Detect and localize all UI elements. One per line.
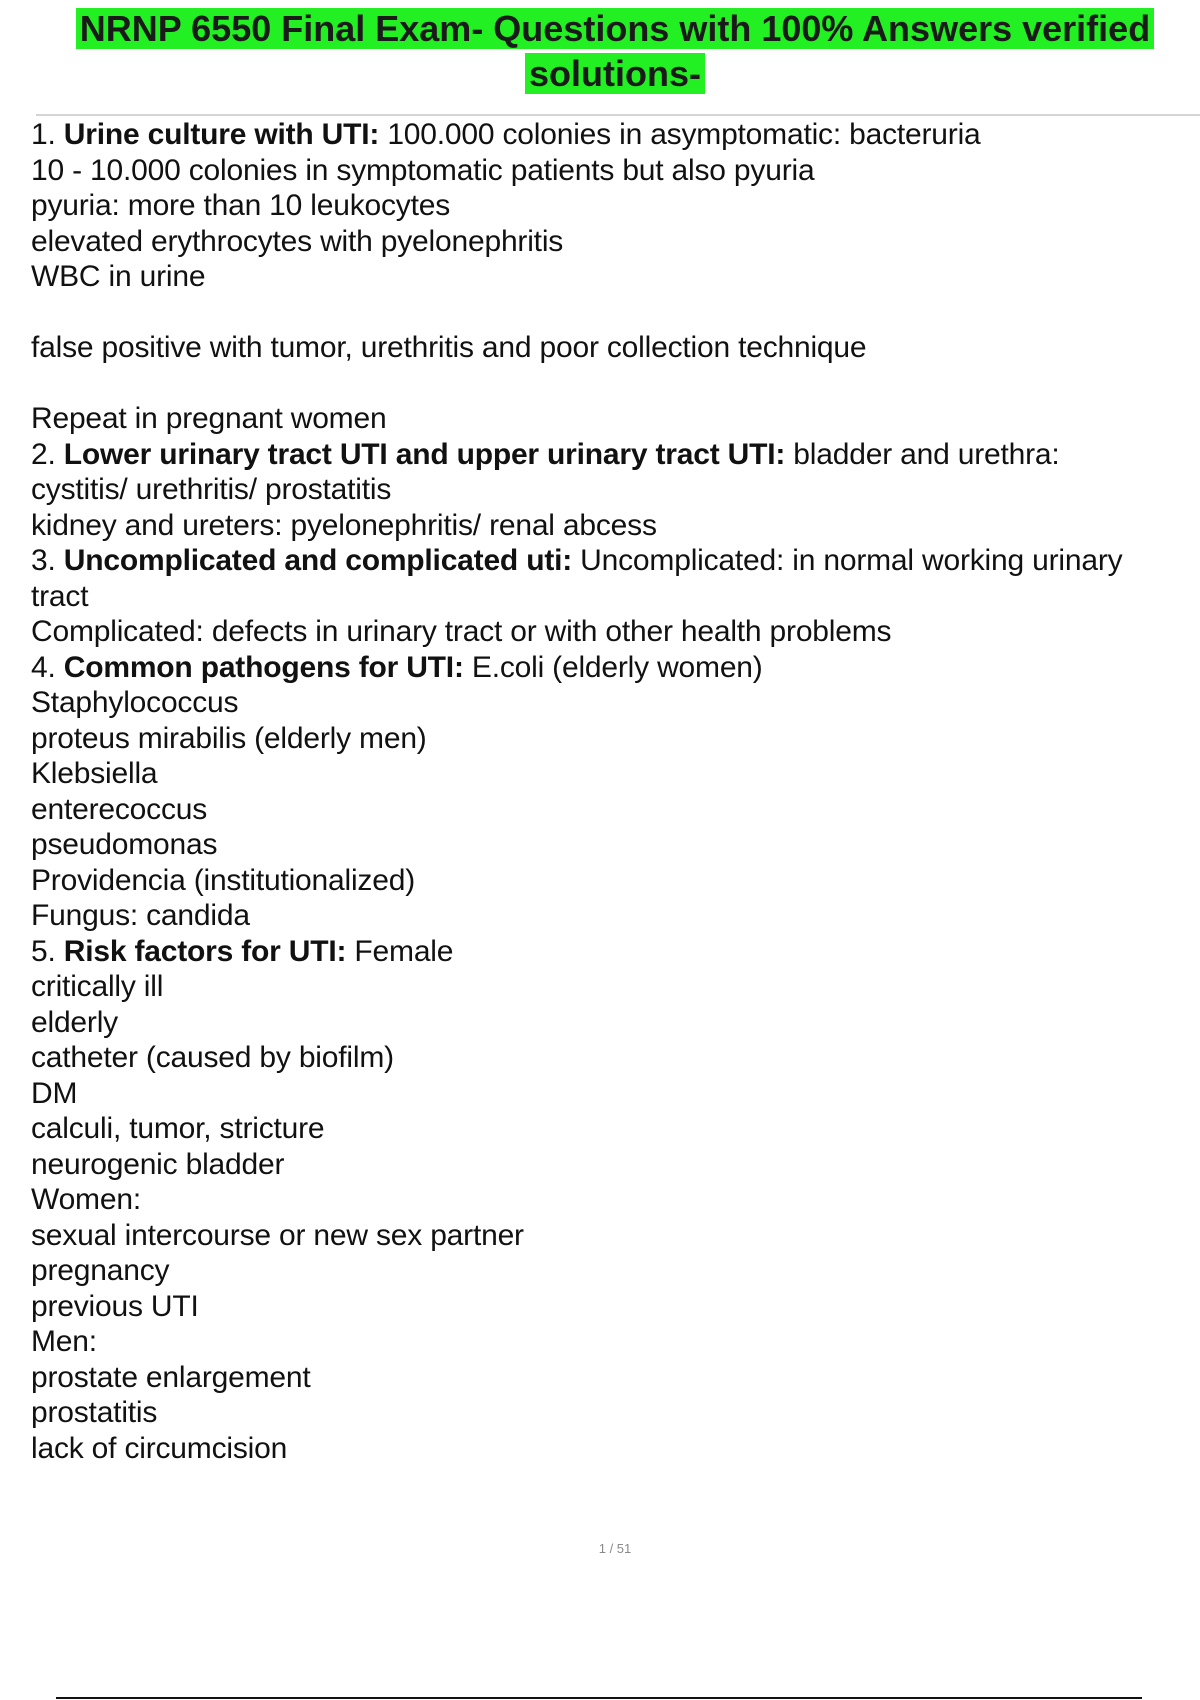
answer-text: 100.000 colonies in asymptomatic: bacteruria <box>379 118 981 151</box>
qa-item-2 <box>31 437 1200 473</box>
answer-line: Fungus: candida <box>31 899 250 932</box>
answer-line: Staphylococcus <box>31 686 239 719</box>
item-number: 3. <box>31 544 64 577</box>
answer-line: previous UTI <box>31 1289 199 1323</box>
answer-line: lack of circumcision <box>31 1431 288 1465</box>
answer-line: pseudomonas <box>31 828 218 861</box>
answer-line: Women: <box>31 1183 141 1216</box>
question-text: Lower urinary tract UTI and upper urinary tract UTI: <box>63 437 786 471</box>
title-line-1: NRNP 6550 Final Exam- Questions with 100% Answers verified <box>76 8 1154 49</box>
title-line-2: solutions- <box>525 53 705 94</box>
answer-line: prostatitis <box>31 1396 158 1429</box>
item-number: 5. <box>31 934 64 968</box>
answer-line: catheter (caused by biofilm) <box>31 1041 394 1074</box>
page-bottom-rule <box>56 1697 1142 1699</box>
answer-line: Providencia (institutionalized) <box>31 863 415 897</box>
answer-line: 10 - 10.000 colonies in symptomatic patients but also pyuria <box>31 153 815 187</box>
page-indicator: 1 / 51 <box>598 1541 632 1556</box>
answer-line: neurogenic bladder <box>31 1147 285 1181</box>
answer-text: Female <box>346 934 454 968</box>
title-divider <box>36 114 1200 116</box>
answer-line: kidney and ureters: pyelonephritis/ renal abcess <box>31 508 657 542</box>
answer-line: calculi, tumor, stricture <box>31 1112 325 1145</box>
answer-line: critically ill <box>31 970 164 1003</box>
answer-line: DM <box>31 1076 78 1110</box>
answer-line: enterecoccus <box>31 792 208 826</box>
answer-text: E.coli (elderly women) <box>463 650 763 684</box>
qa-item-4 <box>31 650 1200 686</box>
answer-line: cystitis/ urethritis/ prostatitis <box>31 473 392 506</box>
answer-line: pregnancy <box>31 1254 170 1287</box>
qa-item-1 <box>31 117 1200 153</box>
blank-line <box>31 295 1200 331</box>
answer-line: sexual intercourse or new sex partner <box>31 1218 524 1252</box>
question-text: Uncomplicated and complicated uti: <box>63 544 573 577</box>
qa-item-3 <box>31 543 1200 579</box>
question-text: Risk factors for UTI: <box>63 934 347 968</box>
answer-line: Men: <box>31 1325 97 1358</box>
answer-line: WBC in urine <box>31 260 206 293</box>
answer-line: elderly <box>31 1005 118 1039</box>
item-number: 4. <box>31 650 64 684</box>
qa-content <box>31 117 1200 1466</box>
blank-line <box>31 366 1200 402</box>
question-text: Urine culture with UTI: <box>63 118 380 151</box>
qa-item-5 <box>31 934 1200 970</box>
item-number: 1. <box>31 118 64 151</box>
answer-text: bladder and urethra: <box>785 437 1060 471</box>
answer-line: elevated erythrocytes with pyelonephritis <box>31 224 564 258</box>
answer-line: Complicated: defects in urinary tract or with other health problems <box>31 615 892 648</box>
answer-line: false positive with tumor, urethritis and poor collection technique <box>31 331 867 364</box>
question-text: Common pathogens for UTI: <box>63 650 464 684</box>
answer-line: Repeat in pregnant women <box>31 402 387 435</box>
answer-line: prostate enlargement <box>31 1360 311 1394</box>
answer-line: Klebsiella <box>31 757 158 790</box>
answer-text: Uncomplicated: in normal working urinary <box>572 544 1123 577</box>
answer-line: proteus mirabilis (elderly men) <box>31 721 427 755</box>
item-number: 2. <box>31 437 64 471</box>
answer-line: pyuria: more than 10 leukocytes <box>31 189 451 222</box>
document-title <box>0 6 1200 96</box>
answer-line: tract <box>31 579 89 613</box>
